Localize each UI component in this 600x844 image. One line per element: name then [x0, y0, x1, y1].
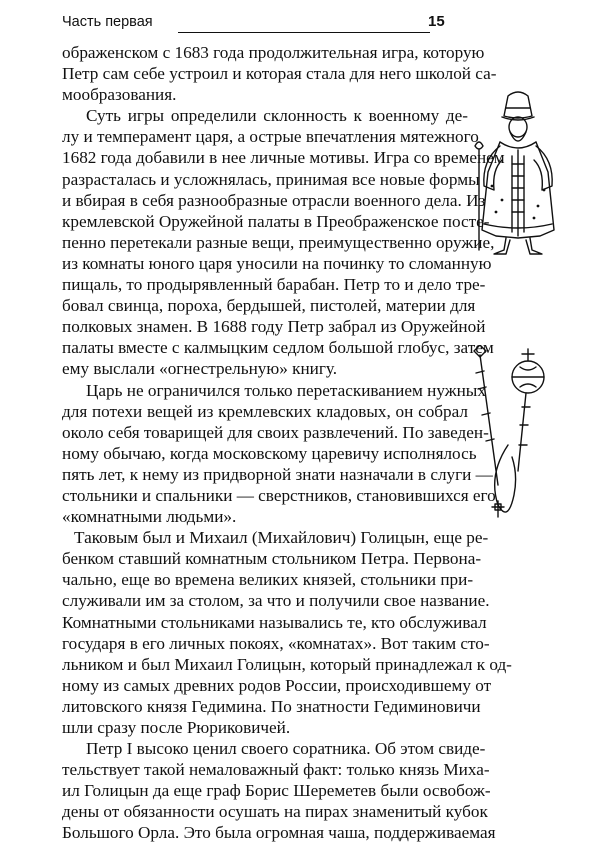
- paragraph: [62, 380, 496, 528]
- text-line: разрасталась и усложнялась, принимая все новые формы: [62, 169, 480, 189]
- text-line: дены от обязанности осушать на пирах знаменитый кубок: [62, 802, 488, 822]
- paragraph: [62, 738, 496, 843]
- text-line: Суть игры определили склонность к военному де-: [86, 106, 468, 126]
- text-line: льником и был Михаил Голицын, который принадлежал к од-: [62, 654, 512, 674]
- text-line: Таковым был и Михаил (Михайлович) Голицын, еще ре-: [74, 528, 489, 548]
- running-header: [62, 10, 430, 32]
- text-line: ному из самых древних родов России, происходившему от: [62, 675, 492, 695]
- page-number: 15: [428, 13, 445, 30]
- text-line: около себя товарищей для своих развлечений. По заведен-: [62, 422, 489, 442]
- paragraph: [62, 42, 497, 105]
- paragraph: [62, 527, 512, 738]
- text-line: пять лет, к нему из придворной знати назначали в слуги —: [62, 464, 493, 484]
- text-line: ил Голицын да еще граф Борис Шереметев были освобож-: [62, 781, 491, 801]
- text-line: Петр сам себе устроил и которая стала для него школой са-: [62, 64, 497, 84]
- text-line: бовал свинца, пороха, бердышей, пистолей, материи для: [62, 296, 476, 316]
- text-line: пенно перетекали разные вещи, преимущественно оружие,: [62, 232, 495, 252]
- text-line: чально, еще во времена великих князей, стольники при-: [62, 570, 474, 590]
- text-line: кремлевской Оружейной палаты в Преображенское посте-: [62, 211, 490, 231]
- text-line: палаты вместе с калмыцким седлом большой глобус, затем: [62, 338, 494, 358]
- text-line: мообразования.: [62, 85, 177, 105]
- body-text: [62, 42, 512, 844]
- paragraph: [62, 105, 505, 379]
- text-line: тельствует такой немаловажный факт: только князь Миха-: [62, 760, 490, 780]
- text-line: шли сразу после Рюриковичей.: [62, 718, 291, 737]
- text-line: пищаль, то продырявленный барабан. Петр то и дело тре-: [62, 275, 486, 295]
- text-line: «комнатными людьми».: [62, 507, 237, 527]
- text-line: ему выслали «огнестрельную» книгу.: [62, 359, 338, 379]
- text-line: лу и темперамент царя, а острые впечатления мятежного: [62, 127, 479, 147]
- text-line: ображенском с 1683 года продолжительная игра, которую: [62, 43, 485, 62]
- text-line: и вбирая в себя разнообразные отрасли военного дела. Из: [62, 190, 486, 210]
- header-rule: [178, 32, 430, 33]
- text-line: для потехи вещей из кремлевских кладовых, он собрал: [62, 401, 468, 421]
- text-line: литовского князя Гедимина. По знатности Гедиминовичи: [62, 696, 481, 716]
- text-line: Петр I высоко ценил своего соратника. Об этом свиде-: [86, 739, 486, 759]
- text-line: Царь не ограничился только перетаскиванием нужных: [86, 380, 486, 400]
- text-line: из комнаты юного царя уносили на починку то сломанную: [62, 253, 492, 273]
- text-line: Комнатными стольниками назывались те, кто обслуживал: [62, 612, 487, 632]
- text-line: бенком ставший комнатным стольником Петра. Первона-: [62, 549, 482, 569]
- text-line: стольники и спальники — сверстников, становившихся его: [62, 485, 496, 505]
- text-line: служивали им за столом, за что и получили свое название.: [62, 591, 490, 611]
- text-line: полковых знамен. В 1688 году Петр забрал из Оружейной: [62, 317, 486, 337]
- text-line: государя в его личных покоях, «комнатах». Вот таким сто-: [62, 633, 490, 653]
- section-title: Часть первая: [62, 14, 153, 30]
- text-line: 1682 года добавили в нее личные мотивы. Игра со временем: [62, 148, 505, 168]
- text-line: Большого Орла. Это была огромная чаша, поддерживаемая: [62, 823, 496, 843]
- text-line: ному обычаю, когда московскому царевичу исполнялось: [62, 443, 477, 463]
